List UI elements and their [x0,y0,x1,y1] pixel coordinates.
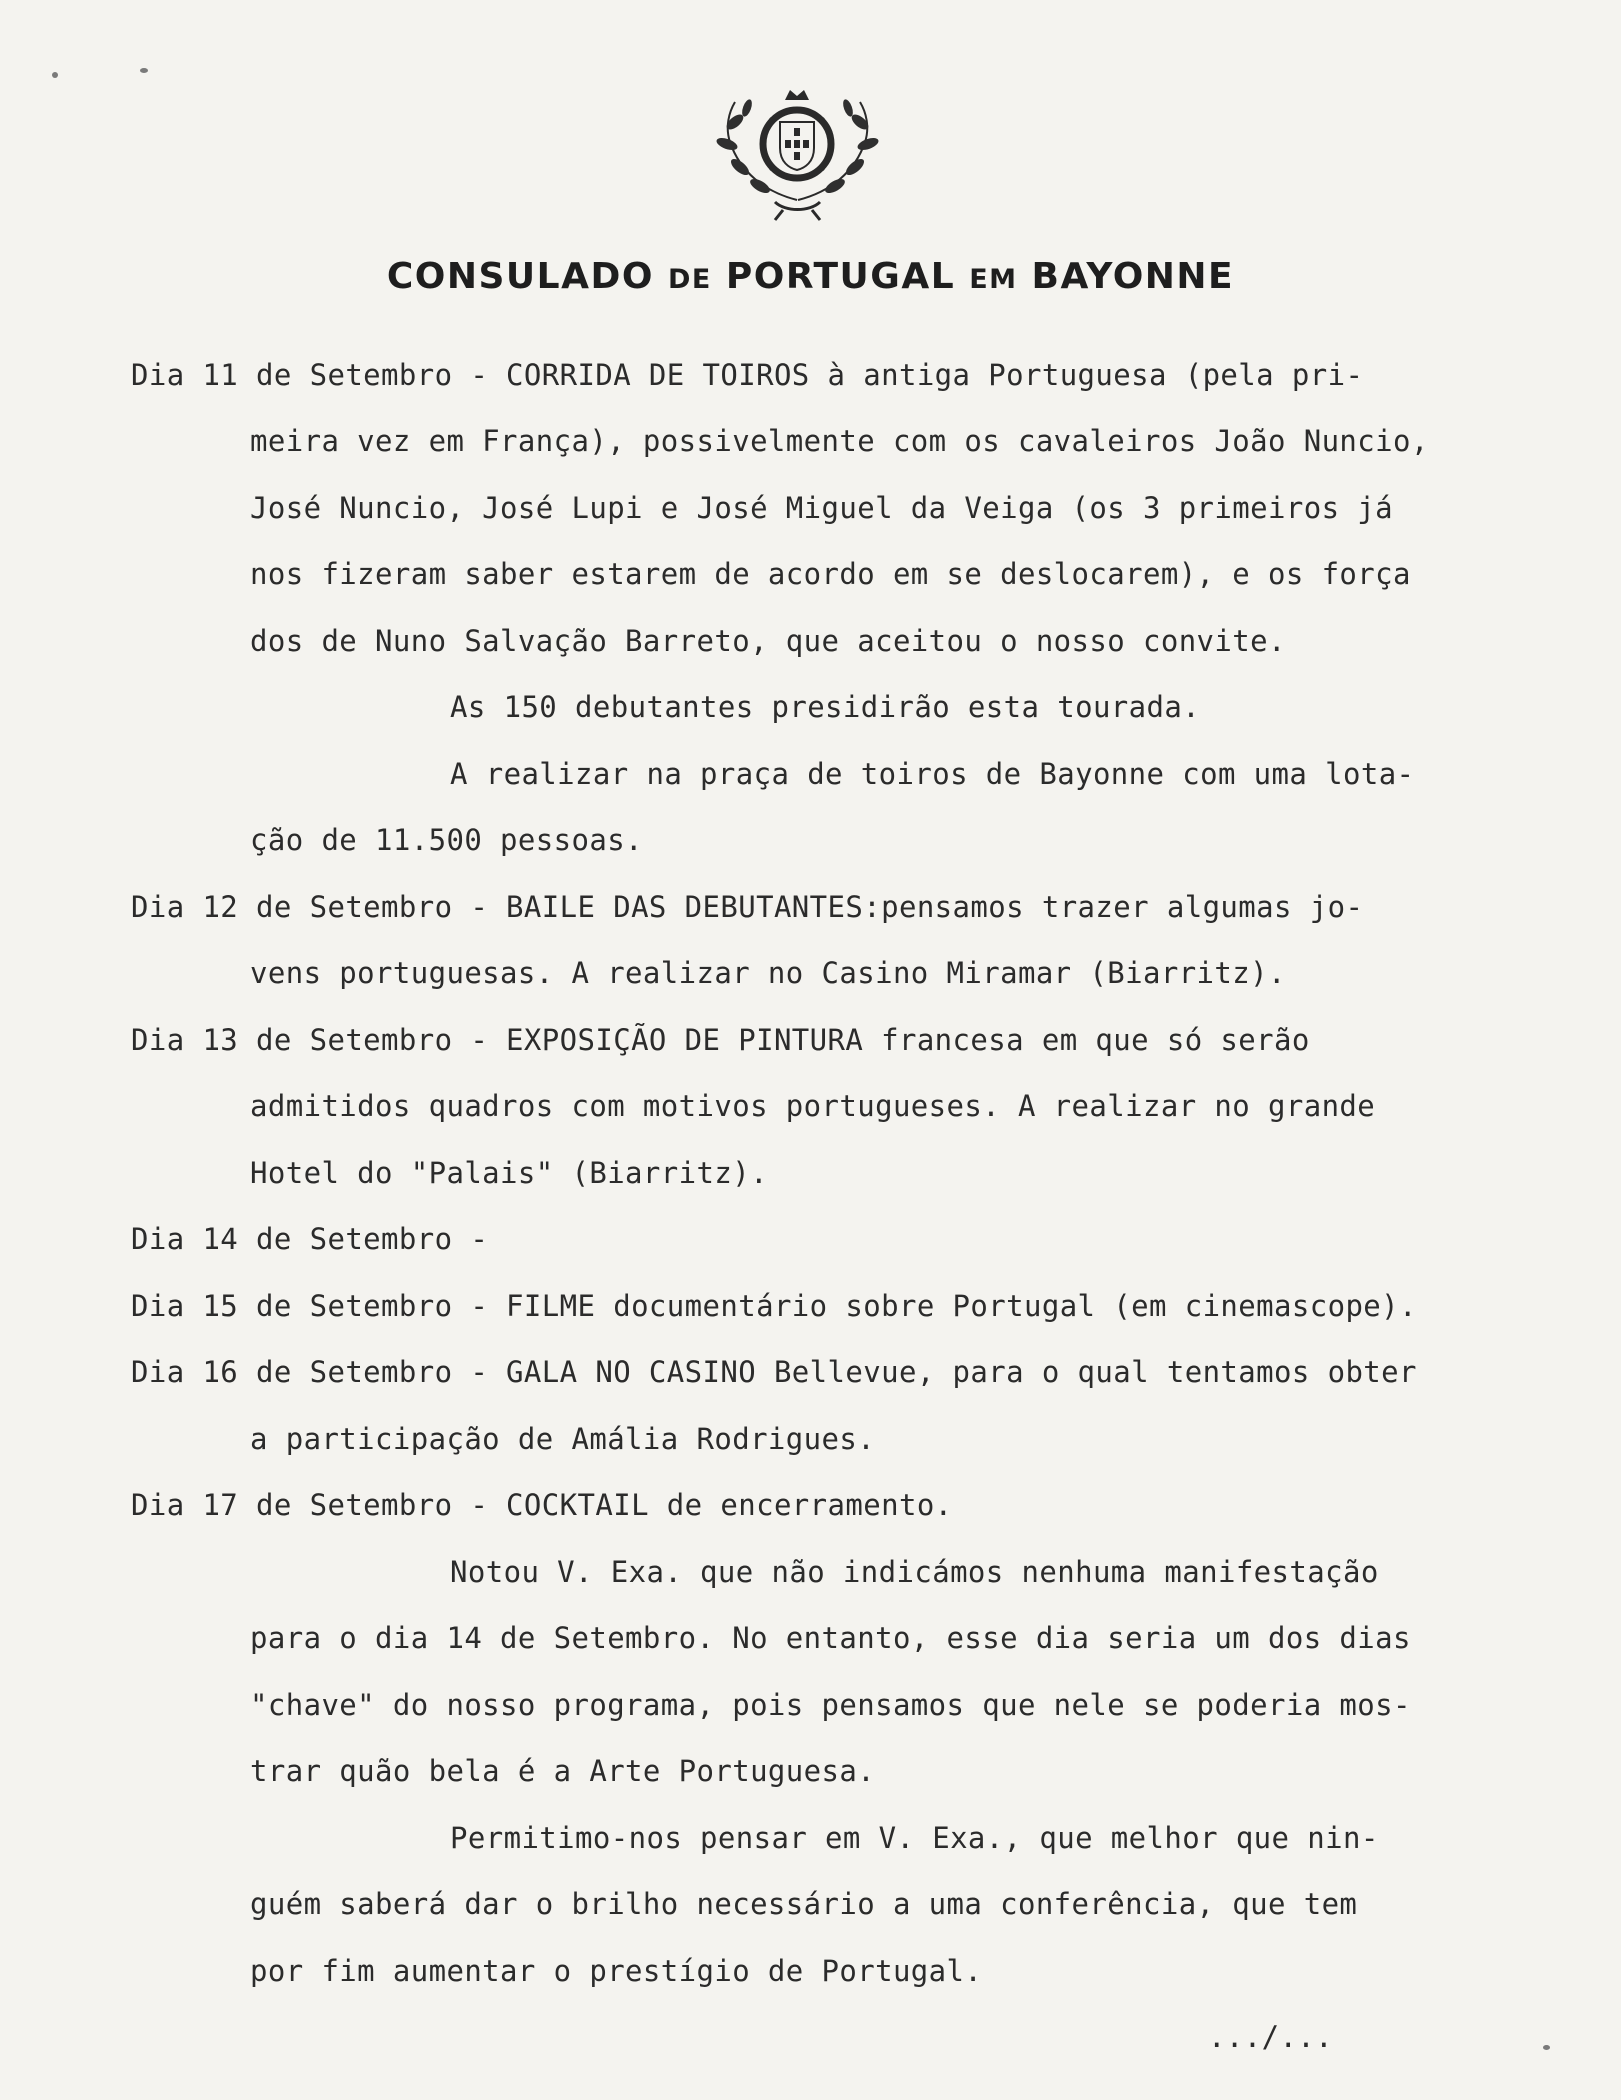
text-line: Dia 17 de Setembro - COCKTAIL de encerramento. [131,1488,953,1522]
letterhead-word: PORTUGAL [725,256,956,297]
text-line: trar quão bela é a Arte Portuguesa. [250,1754,876,1788]
letterhead-word: DE [668,264,712,295]
text-line: por fim aumentar o prestígio de Portugal. [250,1954,983,1988]
text-line: admitidos quadros com motivos portugueses. A realizar no grande [250,1089,1376,1123]
text-line: vens portuguesas. A realizar no Casino Miramar (Biarritz). [250,956,1286,990]
text-line: Dia 13 de Setembro - EXPOSIÇÃO DE PINTURA francesa em que só serão [131,1023,1310,1057]
text-line: Dia 12 de Setembro - BAILE DAS DEBUTANTES:pensamos trazer algumas jo- [131,890,1364,924]
text-line: guém saberá dar o brilho necessário a uma conferência, que tem [250,1887,1358,1921]
text-line: Dia 16 de Setembro - GALA NO CASINO Bellevue, para o qual tentamos obter [131,1355,1417,1389]
paper-spot [52,72,58,78]
text-line: "chave" do nosso programa, pois pensamos que nele se poderia mos- [250,1688,1411,1722]
text-line: Notou V. Exa. que não indicámos nenhuma manifestação [450,1555,1379,1589]
letterhead-word: CONSULADO [386,256,654,297]
letterhead-title [0,256,1621,297]
text-line: Dia 14 de Setembro - [131,1222,489,1256]
text-line: José Nuncio, José Lupi e José Miguel da Veiga (os 3 primeiros já [250,491,1394,525]
letterhead-word: BAYONNE [1031,256,1235,297]
text-line: Dia 15 de Setembro - FILME documentário sobre Portugal (em cinemascope). [131,1289,1417,1323]
text-line: As 150 debutantes presidirão esta tourada. [450,690,1201,724]
text-line: Permitimo-nos pensar em V. Exa., que melhor que nin- [450,1821,1379,1855]
text-line: Hotel do "Palais" (Biarritz). [250,1156,768,1190]
text-line: a participação de Amália Rodrigues. [250,1422,876,1456]
text-line: ção de 11.500 pessoas. [250,823,643,857]
letterhead-word: EM [969,264,1018,295]
text-line: nos fizeram saber estarem de acordo em se deslocarem), e os força [250,557,1411,591]
text-line: meira vez em França), possivelmente com os cavaleiros João Nuncio, [250,424,1429,458]
text-line: dos de Nuno Salvação Barreto, que aceitou o nosso convite. [250,624,1286,658]
coat-of-arms-icon [705,82,890,222]
continuation-mark: .../... [1208,2020,1334,2054]
text-line: Dia 11 de Setembro - CORRIDA DE TOIROS à antiga Portuguesa (pela pri- [131,358,1364,392]
text-line: para o dia 14 de Setembro. No entanto, esse dia seria um dos dias [250,1621,1411,1655]
paper-spot [1543,2045,1550,2050]
paper-spot [140,68,148,73]
text-line: A realizar na praça de toiros de Bayonne com uma lota- [450,757,1415,791]
